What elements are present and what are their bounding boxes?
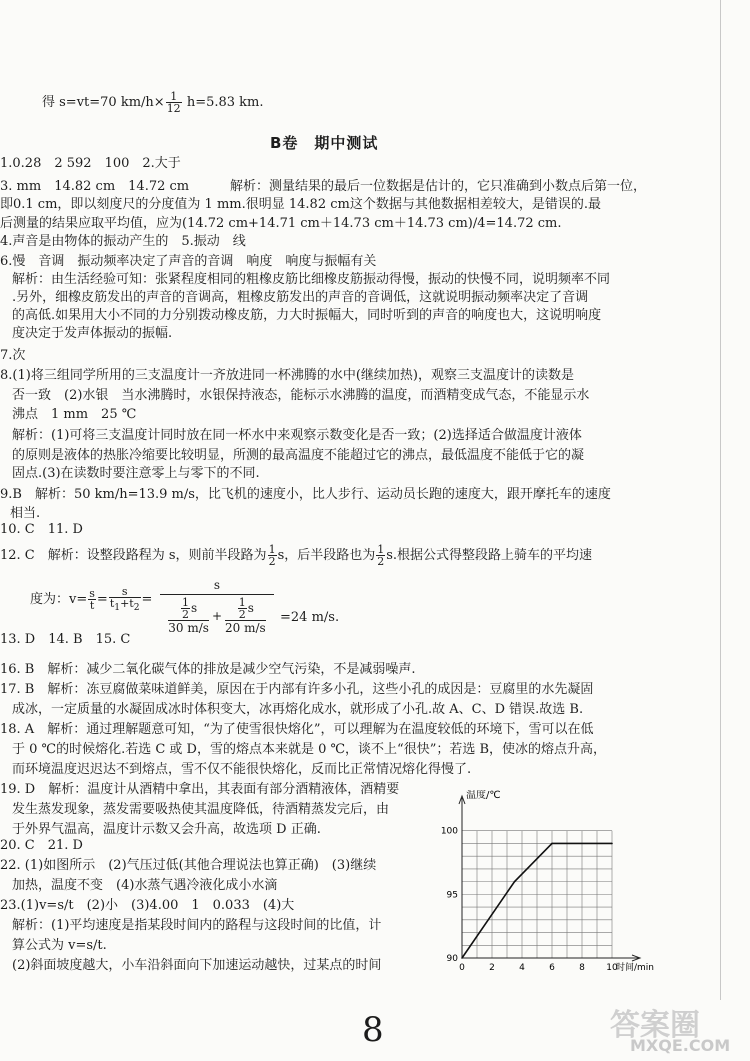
fraction <box>181 597 190 620</box>
text-line: 9.B 解析：50 km/h=13.9 m/s，比飞机的速度小，比人步行、运动员长跑的速度大，跟开摩托车的速度 <box>0 487 611 502</box>
text-line: 8.(1)将三组同学所用的三支温度计一齐放进同一杯沸腾的水中(继续加热)，观察三支温度计的读数是 <box>0 368 574 383</box>
text-line: 解析：(1)平均速度是指某段时间内的路程与这段时间的比值，计 <box>12 918 382 933</box>
fraction-numerator: s <box>109 586 141 598</box>
text-line: 相当. <box>10 506 41 521</box>
text: =24 m/s. <box>280 610 340 625</box>
text-line: 18. A 解析：通过理解题意可知，“为了使雪很快熔化”，可以理解为在温度较低的环境下，雪可以在低 <box>0 722 594 737</box>
text-line: 即0.1 cm，即以刻度尺的分度值为 1 mm.很明显 14.82 cm这个数据与其他数据相差较大，是错误的.最 <box>0 197 601 212</box>
x-axis-label: 时间/min <box>616 963 655 973</box>
text: h=5.83 km. <box>182 95 264 110</box>
fraction-numerator: s <box>89 587 95 601</box>
text: 度为：v= <box>30 592 88 608</box>
data-point <box>461 957 463 959</box>
compound-fraction <box>160 578 274 635</box>
x-tick-label: 4 <box>519 963 525 973</box>
fraction-denominator: 2 <box>268 555 276 568</box>
subscript: 2 <box>133 602 140 614</box>
fraction <box>166 91 182 114</box>
fraction-denominator: 2 <box>238 608 246 621</box>
text: t <box>109 597 115 610</box>
plus-sign: + <box>211 609 223 623</box>
term-2-num <box>225 597 266 621</box>
y-tick-label: 100 <box>440 826 458 837</box>
text-line: 后测量的结果应取平均值，应为(14.72 cm+14.71 cm＋14.73 cm＋14.73 cm)/4=14.72 cm. <box>0 216 562 231</box>
y-tick-label: 90 <box>446 954 458 964</box>
text-line: 13. D 14. B 15. C <box>0 632 131 647</box>
text: s <box>191 601 198 615</box>
term-1-den: 30 m/s <box>168 621 209 635</box>
text: 12. C 解析：设整段路程为 s，则前半段路为 <box>0 548 267 563</box>
text-line: 的高低.如果用大小不同的力分别拨动橡皮筋，力大时振幅大，同时听到的声音的响度也大，这说明响度 <box>12 308 602 323</box>
watermark-url: MXQE.COM <box>630 1036 731 1055</box>
fraction <box>109 586 141 613</box>
fraction-denominator: 2 <box>182 608 190 621</box>
text-line: 解析：由生活经验可知：张紧程度相同的粗橡皮筋比细橡皮筋振动得慢，振动的快慢不同，说明频率不同 <box>12 272 611 287</box>
text-line: 23.(1)v=s/t (2)小 (3)4.00 1 0.033 (4)大 <box>0 898 295 913</box>
fraction-denominator: t <box>89 599 95 613</box>
y-tick-label: 95 <box>446 890 458 901</box>
text-line: 17. B 解析：冻豆腐做菜味道鲜美，原因在于内部有许多小孔，这些小孔的成因是：豆腐里的水先凝固 <box>0 682 594 697</box>
text: 解析：测量结果的最后一位数据是估计的，它只准确到小数点后第一位， <box>230 179 647 194</box>
x-tick-label: 2 <box>489 963 495 973</box>
fraction-numerator: 1 <box>238 596 246 609</box>
text-line: 固点.(3)在读数时要注意零上与零下的不同. <box>12 466 260 481</box>
fraction <box>268 544 277 567</box>
text-line: 6.慢 音调 振动频率决定了声音的音调 响度 响度与振幅有关 <box>0 254 377 269</box>
fraction-denominator: $t_1+t_2$ <box>109 597 140 614</box>
text-line: .另外，细橡皮筋发出的声音的音调高，粗橡皮筋发出的声音的音调低，这就说明振动频率决定了音调 <box>12 290 589 305</box>
fraction <box>88 588 96 611</box>
text-line: 度决定于发声体振动的振幅. <box>12 326 173 341</box>
x-tick-label: 8 <box>579 963 585 973</box>
x-tick-label: 10 <box>606 963 618 973</box>
text-line: 于外界气温高，温度计示数又会升高，故选项 D 正确. <box>12 822 321 837</box>
margin-rule <box>720 0 721 1000</box>
text-line: 发生蒸发现象，蒸发需要吸热使其温度降低，待酒精蒸发完后，由 <box>12 802 390 817</box>
q12-result <box>280 610 339 626</box>
text-line: 4.声音是由物体的振动产生的 5.振动 线 <box>0 234 246 249</box>
text: s <box>247 601 254 615</box>
fraction-numerator: 1 <box>182 596 190 609</box>
q12-line-2: 度为：v= $\frac{s}{t}$ = $\frac{s}{t_1+t_2}$ = <box>30 585 153 614</box>
term-1-num <box>168 597 209 621</box>
term-2 <box>225 597 266 635</box>
fraction <box>376 544 385 567</box>
fraction-denominator: 12 <box>166 102 181 115</box>
text-line: 20. C 21. D <box>0 838 83 853</box>
line-0 <box>42 91 264 114</box>
data-point <box>514 881 516 883</box>
x-tick-label: 6 <box>549 963 555 973</box>
section-title: B卷 期中测试 <box>270 134 379 152</box>
text-line: 加热，温度不变 (4)水蒸气遇冷液化成小水滴 <box>12 878 278 893</box>
fraction-denominator: 2 <box>377 555 385 568</box>
text-line: 否一致 (2)水银 当水沸腾时，水银保持液态，能标示水沸腾的温度，而酒精变成气态，不能显示水 <box>12 388 590 403</box>
temperature-time-chart <box>440 790 670 985</box>
text-line: 19. D 解析：温度计从酒精中拿出，其表面有部分酒精液体，酒精要 <box>0 782 400 797</box>
line-3-analysis <box>230 179 646 195</box>
fraction-numerator: 1 <box>166 91 182 103</box>
q12-line-1 <box>0 544 592 567</box>
data-point <box>551 843 553 845</box>
text-line: 10. C 11. D <box>0 522 83 537</box>
text-line: 1.0.28 2 592 100 2.大于 <box>0 156 181 171</box>
page-number: 8 <box>362 1010 384 1050</box>
text-line: 3. mm 14.82 cm 14.72 cm <box>0 179 190 194</box>
text: t <box>129 597 134 610</box>
text-line: 22. (1)如图所示 (2)气压过低(其他合理说法也算正确) (3)继续 <box>0 858 377 873</box>
text-line: 的原则是液体的热胀冷缩要比较明显，所测的最高温度不能超过它的沸点，最低温度不能低于它的凝 <box>12 448 585 463</box>
text-line: 沸点 1 mm 25 ℃ <box>12 407 137 422</box>
compound-numerator: s <box>160 578 274 595</box>
text-line: 于 0 ℃的时候熔化.若选 C 或 D，雪的熔点本来就是 0 ℃，谈不上“很快”；若选 B，使冰的熔点升高， <box>12 742 607 757</box>
fraction <box>238 597 247 620</box>
y-axis-label: 温度/℃ <box>466 790 501 801</box>
text-line: 16. B 解析：减少二氧化碳气体的排放是减少空气污染，不是减弱噪声. <box>0 662 416 677</box>
watermark: 答案圈 <box>610 1008 700 1043</box>
text-line: 而环境温度迟迟达不到熔点，雪不仅不能很快熔化，反而比正常情况熔化得慢了. <box>12 762 472 777</box>
text: 得 s=vt=70 km/h× <box>42 95 165 110</box>
text-line: 7.次 <box>0 348 26 363</box>
text-line: 成冰，一定质量的水凝固成冰时体积变大，冰再熔化成水，就形成了小孔.故 A、C、D 错误.故选 B. <box>12 702 584 717</box>
text-line: 解析：(1)可将三支温度计同时放在同一杯水中来观察示数变化是否一致；(2)选择适合做温度计液体 <box>12 428 582 443</box>
compound-denominator <box>160 595 274 635</box>
text-line: 算公式为 v=s/t. <box>12 938 107 953</box>
term-1 <box>168 597 209 635</box>
term-2-den: 20 m/s <box>225 621 266 635</box>
subscript: 1 <box>114 602 121 614</box>
fraction-numerator: 1 <box>268 543 276 556</box>
text-line: (2)斜面坡度越大，小车沿斜面向下加速运动越快，过某点的时间 <box>12 958 382 973</box>
text: s.根据公式得整段路上骑车的平均速 <box>386 548 593 563</box>
x-tick-label: 0 <box>459 963 465 973</box>
text: s，后半段路也为 <box>277 548 376 563</box>
data-point <box>611 843 613 845</box>
fraction-numerator: 1 <box>377 543 385 556</box>
